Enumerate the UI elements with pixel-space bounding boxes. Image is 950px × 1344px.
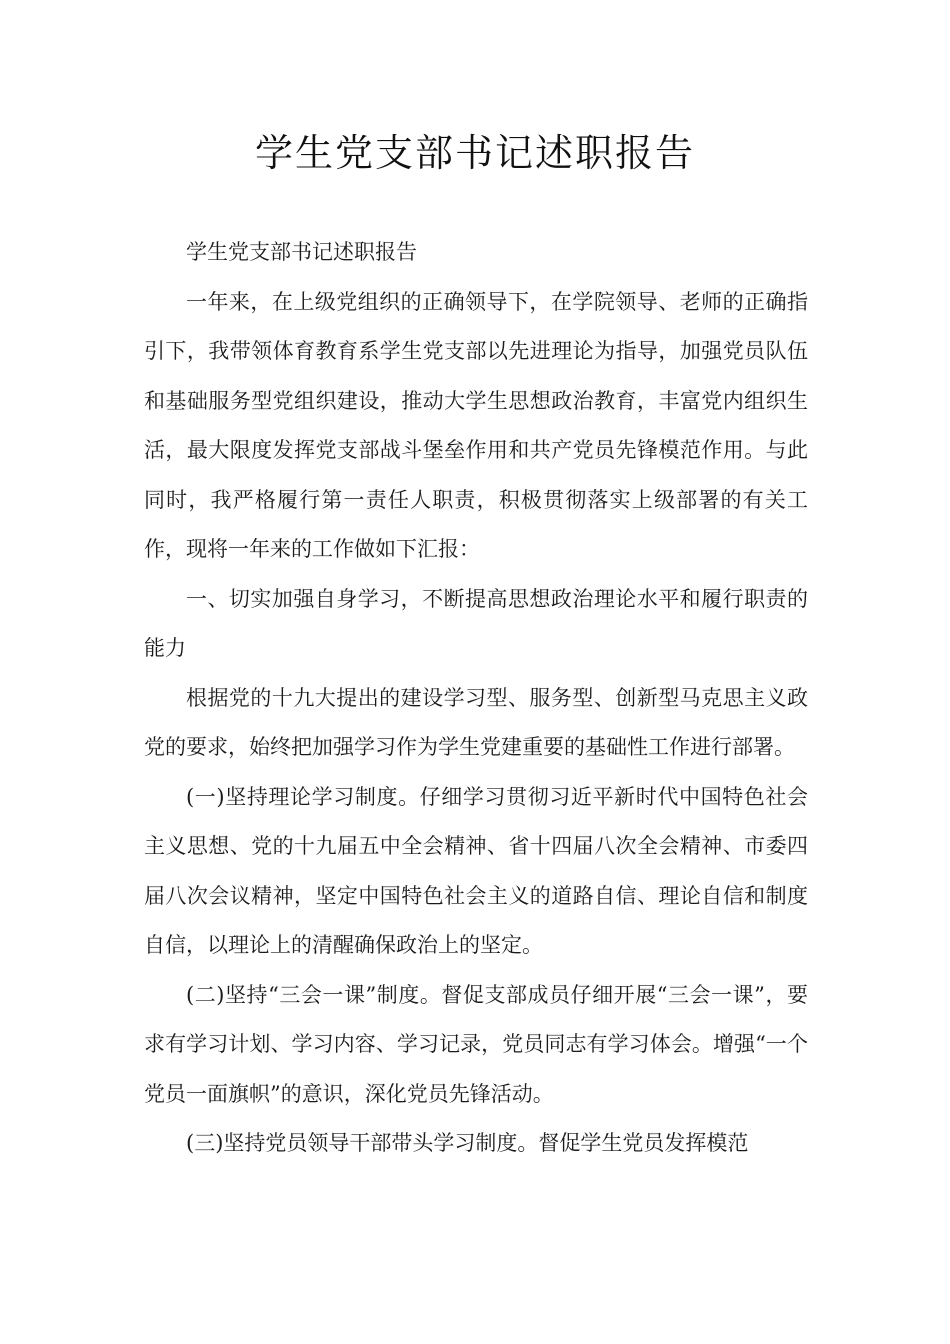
paragraph-subtitle: 学生党支部书记述职报告 (186, 240, 417, 264)
paragraph-section-heading-1: 一、切实加强自身学习，不断提高思想政治理论水平和履行职责的能力 (144, 586, 808, 660)
paragraph-intro: 一年来，在上级党组织的正确领导下，在学院领导、老师的正确指引下，我带领体育教育系学生党支部以先进理论为指导，加强党员队伍和基础服务型党组织建设，推动大学生思想政治教育，丰富党内组织生活，最大限度发挥党支部战斗堡垒作用和共产党员先锋模范作用。与此同时，我严格履行第一责任人职责，积极贯彻落实上级部署的有关工作，现将一年来的工作做如下汇报： (144, 289, 808, 561)
document-body (144, 228, 808, 1169)
paragraph-item-2: (二)坚持“三会一课”制度。督促支部成员仔细开展“三会一课”，要求有学习计划、学习内容、学习记录，党员同志有学习体会。增强“一个党员一面旗帜”的意识，深化党员先锋活动。 (144, 982, 808, 1106)
paragraph-item-1: (一)坚持理论学习制度。仔细学习贯彻习近平新时代中国特色社会主义思想、党的十九届五中全会精神、省十四届八次全会精神、市委四届八次会议精神，坚定中国特色社会主义的道路自信、理论自信和制度自信，以理论上的清醒确保政治上的坚定。 (144, 784, 808, 957)
document-title: 学生党支部书记述职报告 (254, 131, 695, 175)
paragraph-section-1-intro: 根据党的十九大提出的建设学习型、服务型、创新型马克思主义政党的要求，始终把加强学习作为学生党建重要的基础性工作进行部署。 (144, 685, 808, 759)
paragraph-item-3: (三)坚持党员领导干部带头学习制度。督促学生党员发挥模范 (186, 1131, 749, 1155)
